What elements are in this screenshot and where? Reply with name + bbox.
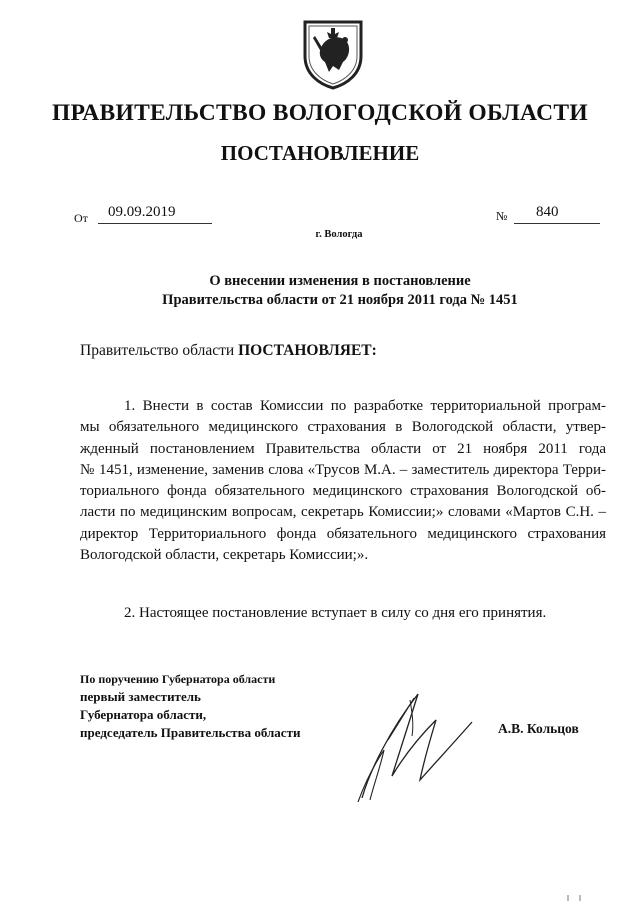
- signatory-name: А.В. Кольцов: [498, 721, 579, 736]
- signatory-block: [80, 670, 300, 742]
- document-date: 09.09.2019: [98, 204, 212, 224]
- document-type: ПОСТАНОВЛЕНИЕ: [220, 141, 420, 165]
- document-title: [0, 272, 640, 310]
- signatory-line-3: Губернатора области,: [80, 707, 207, 722]
- scan-marks: [566, 893, 586, 903]
- paragraph-1-line: ториального фонда обязательного медицинского страхования Вологодской об-: [80, 483, 606, 500]
- signatory-line-4: председатель Правительства области: [80, 725, 301, 740]
- paragraph-1: [80, 396, 606, 566]
- document-number: 840: [514, 204, 600, 224]
- handwritten-signature: [340, 680, 490, 815]
- paragraph-1-line: 1. Внести в состав Комиссии по разработке территориальной програм-: [124, 398, 606, 414]
- preamble-text: Правительство области: [80, 342, 239, 359]
- title-line-1: О внесении изменения в постановление: [209, 273, 471, 289]
- preamble-decree-word: ПОСТАНОВЛЯЕТ:: [238, 342, 377, 359]
- paragraph-2: 2. Настоящее постановление вступает в силу со дня его принятия.: [124, 605, 547, 621]
- paragraph-1-line: директор Территориального фонда обязательного медицинского страхования: [80, 525, 606, 542]
- date-prefix: От: [74, 211, 88, 225]
- city-label: г. Вологда: [315, 229, 363, 240]
- coat-of-arms-emblem: [301, 18, 365, 90]
- paragraph-1-line: мы обязательного медицинского страхования в Вологодской области, утвер-: [80, 419, 606, 436]
- signatory-line-2: первый заместитель: [80, 689, 201, 704]
- number-sign: №: [496, 209, 508, 223]
- preamble: [80, 342, 377, 360]
- paragraph-1-line: Вологодской области, секретарь Комиссии;».: [80, 547, 369, 564]
- paragraph-1-line: № 1451, изменение, заменив слова «Трусов М.А. – заместитель директора Терри-: [80, 461, 606, 478]
- paragraph-1-line: жденный постановлением Правительства области от 21 ноября 2011 года: [80, 440, 606, 457]
- organization-name: ПРАВИТЕЛЬСТВО ВОЛОГОДСКОЙ ОБЛАСТИ: [52, 100, 588, 126]
- signatory-line-1: По поручению Губернатора области: [80, 672, 276, 686]
- paragraph-1-line: ласти по медицинским вопросам, секретарь Комиссии;» словами «Мартов С.Н. –: [80, 504, 606, 521]
- title-line-2: Правительства области от 21 ноября 2011 года № 1451: [162, 292, 518, 308]
